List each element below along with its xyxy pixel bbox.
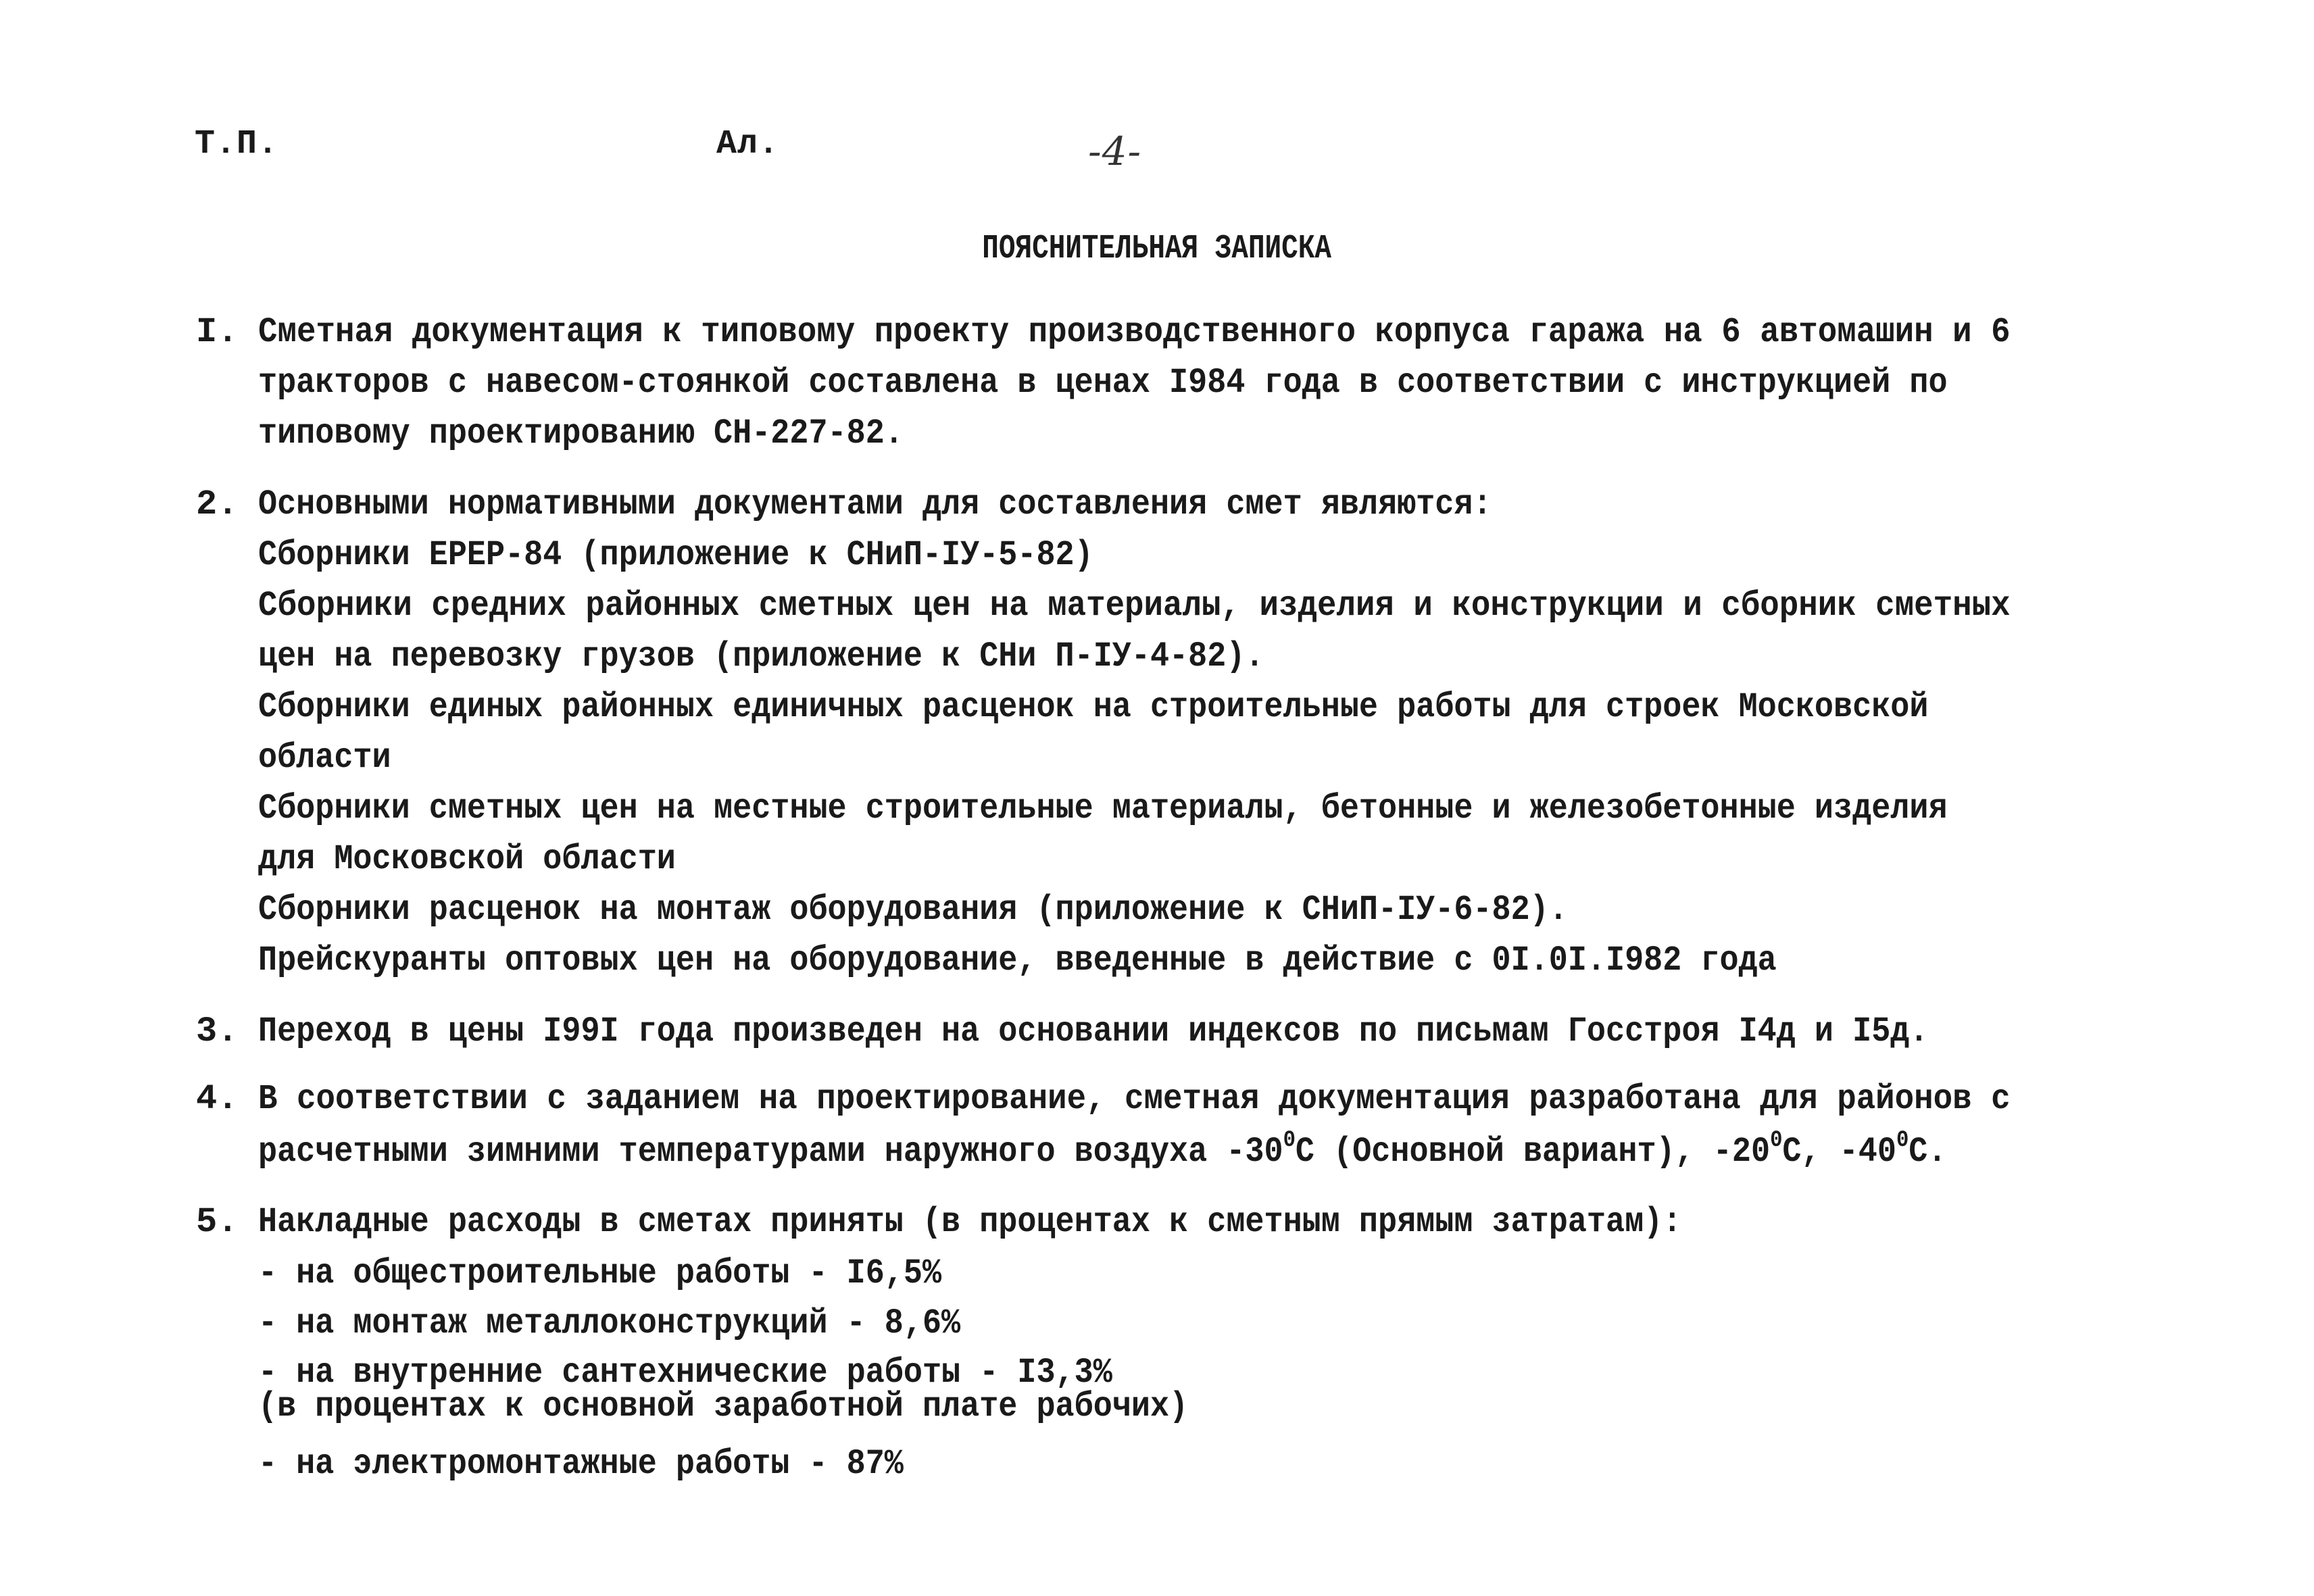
degree-sup: 0	[1896, 1128, 1909, 1153]
page-number: -4-	[1088, 128, 1142, 174]
item-line: Сметная документация к типовому проекту производственного корпуса гаража на 6 автомашин и 6	[258, 312, 2011, 352]
bullet-line: - на электромонтажные работы - 87%	[258, 1444, 904, 1484]
item-line: Сборники единых районных единичных расценок на строительные работы для строек Московской	[258, 687, 1929, 727]
item-line: В соответствии с заданием на проектирование, сметная документация разработана для районов с	[258, 1079, 2011, 1119]
item-line: Переход в цены I99I года произведен на основании индексов по письмам Госстроя I4д и I5д.	[258, 1012, 1929, 1051]
item-line: тракторов с навесом-стоянкой составлена в ценах I984 года в соответствии с инструкцией по	[258, 363, 1948, 403]
item-line: Сборники расценок на монтаж оборудования (приложение к СНиП-IУ-6-82).	[258, 890, 1568, 930]
header-middle: Ал.	[716, 125, 780, 164]
degree-sup: 0	[1283, 1128, 1296, 1153]
temperature-line	[258, 1127, 1946, 1180]
item-line: Сборники средних районных сметных цен на материалы, изделия и конструкции и сборник сметных	[258, 586, 2011, 626]
item-line: Прейскуранты оптовых цен на оборудование, введенные в действие с 0I.0I.I982 года	[258, 941, 1777, 980]
item-line: Основными нормативными документами для составления смет являются:	[258, 484, 1492, 524]
item-line: типовому проектированию СН-227-82.	[258, 414, 904, 453]
bullet-line: - на общестроительные работы - I6,5%	[258, 1253, 942, 1293]
item-line: цен на перевозку грузов (приложение к СНи П-IУ-4-82).	[258, 637, 1264, 676]
header-left: Т.П.	[195, 125, 279, 164]
item-number: I.	[196, 312, 239, 352]
bullet-line: - на монтаж металлоконструкций - 8,6%	[258, 1303, 961, 1343]
temp-end: С.	[1909, 1132, 1947, 1172]
item-number: 4.	[196, 1079, 239, 1119]
document-title: ПОЯСНИТЕЛЬНАЯ ЗАПИСКА	[982, 230, 1331, 268]
item-line: Сборники сметных цен на местные строительные материалы, бетонные и железобетонные изделия	[258, 789, 1948, 828]
item-number: 3.	[196, 1012, 239, 1051]
temp-mid2: С, -40	[1782, 1132, 1896, 1172]
bullet-line: (в процентах к основной заработной плате рабочих)	[258, 1387, 1189, 1426]
item-number: 2.	[196, 484, 239, 524]
item-line: Сборники ЕРЕР-84 (приложение к СНиП-IУ-5-82)	[258, 535, 1093, 575]
temp-prefix: расчетными зимними температурами наружного воздуха -30	[258, 1132, 1283, 1172]
item-line: для Московской области	[258, 839, 676, 879]
degree-sup: 0	[1770, 1128, 1783, 1153]
item-number: 5.	[196, 1202, 239, 1242]
bullet-line: - на внутренние сантехнические работы - I3,3%	[258, 1353, 1112, 1393]
item-line: области	[258, 738, 391, 778]
temp-mid1: С (Основной вариант), -20	[1295, 1132, 1771, 1172]
item-line: Накладные расходы в сметах приняты (в процентах к сметным прямым затратам):	[258, 1202, 1682, 1242]
